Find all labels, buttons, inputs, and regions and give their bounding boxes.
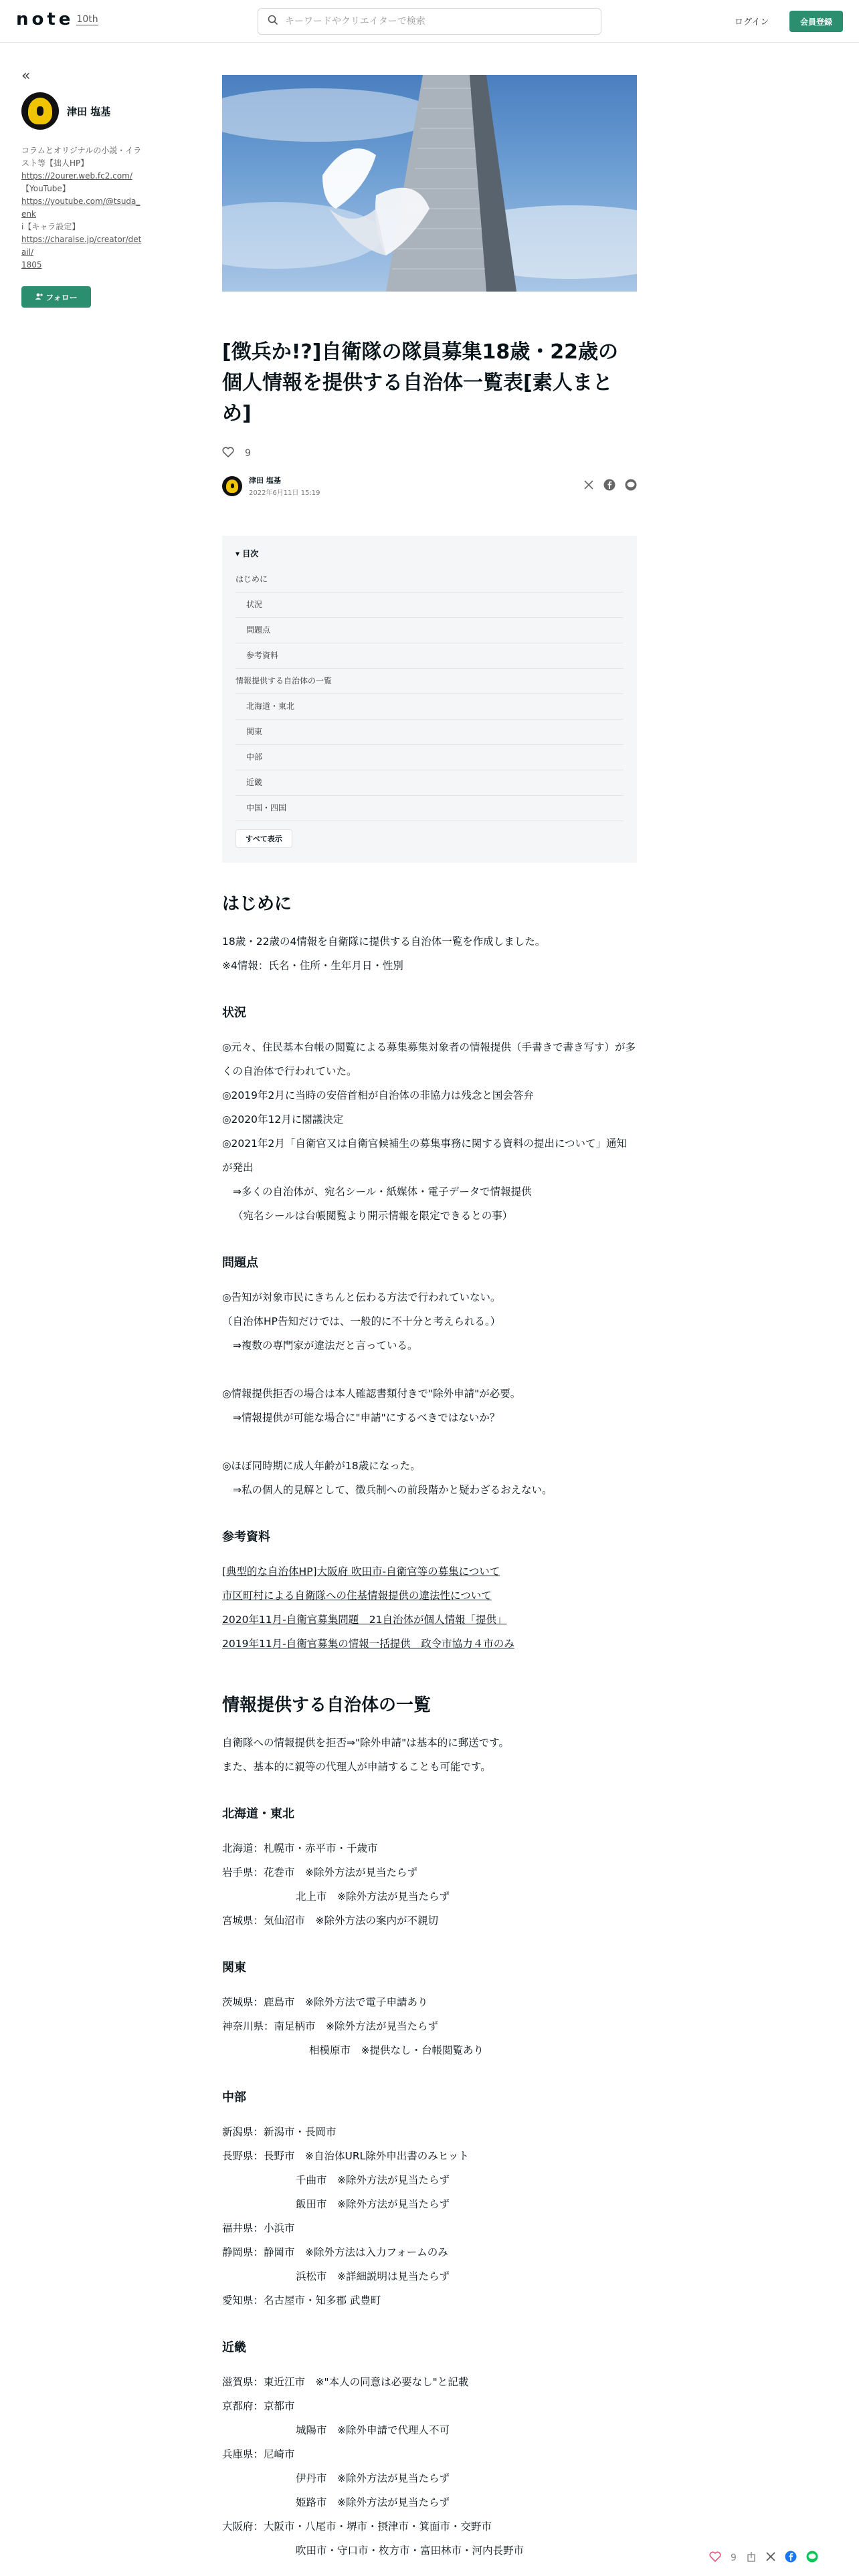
- paragraph: 滋賀県：東近江市 ※"本人の同意は必要なし"と記載: [222, 2376, 469, 2388]
- article-body: [222, 892, 637, 2563]
- facebook-share-icon[interactable]: [603, 479, 615, 494]
- reference-link[interactable]: 2019年11月-自衛官募集の情報一括提供 政令市協力４市のみ: [222, 1638, 514, 1650]
- paragraph: 大阪府：大阪市・八尾市・堺市・摂津市・箕面市・交野市: [222, 2520, 492, 2533]
- collapse-sidebar-icon[interactable]: «: [21, 68, 31, 84]
- paragraph: 京都府：京都市: [222, 2400, 295, 2412]
- subsection-heading: 北海道・東北: [222, 1807, 294, 1821]
- paragraph: ⇒情報提供が可能な場合に"申請"にするべきではないか？: [233, 1412, 500, 1424]
- sidebar-author-name[interactable]: 津田 塩基: [67, 105, 111, 118]
- author-bio: [21, 144, 142, 272]
- paragraph: 福井県：小浜市: [222, 2222, 295, 2234]
- reference-item: [222, 1584, 637, 1608]
- paragraph: ※4情報：氏名・住所・生年月日・性別: [222, 960, 403, 972]
- login-link[interactable]: ログイン: [735, 17, 769, 27]
- share-icons: [583, 479, 637, 494]
- subsection-heading: 中部: [222, 2090, 246, 2105]
- paragraph: ◎2021年2月「自衛官又は自衛官候補生の募集事務に関する資料の提出について」通知が発出: [222, 1138, 628, 1174]
- like-count[interactable]: 9: [245, 448, 251, 459]
- user-plus-icon: [35, 292, 43, 302]
- article-meta: [222, 475, 637, 497]
- paragraph: 新潟県：新潟市・長岡市: [222, 2126, 337, 2138]
- note-logo[interactable]: [16, 9, 98, 29]
- paragraph: 北海道：札幌市・赤平市・千歳市: [222, 1842, 378, 1854]
- search-icon: [268, 15, 278, 28]
- x-share-icon[interactable]: [583, 479, 594, 493]
- paragraph: ◎告知が対象市民にきちんと伝わる方法で行われていない。: [222, 1291, 501, 1303]
- paragraph: （宛名シールは台帳閲覧より開示情報を限定できるとの事）: [233, 1210, 513, 1222]
- logo-word: note: [16, 9, 74, 29]
- subsection-heading: 状況: [222, 1006, 246, 1020]
- paragraph: 岩手県：花巻市 ※除外方法が見当たらず: [222, 1866, 417, 1879]
- reference-item: [222, 1608, 637, 1632]
- like-row: [222, 447, 637, 460]
- bio-line: i【キャラ設定】: [21, 222, 80, 231]
- article-title: [徴兵か!?]自衛隊の隊員募集18歳・22歳の個人情報を提供する自治体一覧表[素人まとめ]: [222, 340, 619, 425]
- paragraph: ⇒複数の専門家が違法だと言っている。: [233, 1339, 418, 1352]
- paragraph: 城陽市 ※除外申請で代理人不可: [296, 2424, 450, 2436]
- subsection-heading: 近畿: [222, 2341, 246, 2355]
- floating-action-bar: [709, 2551, 818, 2565]
- paragraph: 茨城県：鹿島市 ※除外方法で電子申請あり: [222, 1996, 428, 2008]
- reference-link[interactable]: 2020年11月-自衛官募集問題 21自治体が個人情報「提供」: [222, 1614, 507, 1626]
- paragraph: ◎情報提供拒否の場合は本人確認書類付きで"除外申請"が必要。: [222, 1388, 521, 1400]
- bio-link[interactable]: https://2ourer.web.fc2.com/: [21, 171, 132, 181]
- paragraph: 千曲市 ※除外方法が見当たらず: [296, 2174, 450, 2186]
- x-icon[interactable]: [766, 2552, 775, 2564]
- reference-link[interactable]: 市区町村による自衛隊への住基情報提供の違法性について: [222, 1590, 492, 1602]
- bio-line: 【YouTube】: [21, 184, 70, 193]
- top-navbar: [0, 0, 859, 43]
- toc-item[interactable]: 問題点: [235, 618, 624, 643]
- paragraph: （自治体HP告知だけでは、一般的に不十分と考えられる。）: [222, 1315, 501, 1327]
- meta-author-name[interactable]: 津田 塩基: [249, 476, 281, 485]
- paragraph: 18歳・22歳の4情報を自衛隊に提供する自治体一覧を作成しました。: [222, 936, 546, 948]
- toc-item[interactable]: 関東: [235, 720, 624, 745]
- bio-link[interactable]: 1805: [21, 260, 42, 270]
- toc-item[interactable]: 中国・四国: [235, 796, 624, 821]
- article-main: [222, 75, 637, 2563]
- toc-item[interactable]: 参考資料: [235, 643, 624, 669]
- bio-line: コラムとオリジナルの小説・イラスト等【拙人HP】: [21, 146, 142, 168]
- heart-icon[interactable]: [222, 447, 234, 460]
- floating-like-count[interactable]: 9: [731, 2553, 737, 2563]
- follow-button[interactable]: [21, 286, 91, 308]
- bio-link[interactable]: https://charalse.jp/creator/detail/: [21, 235, 142, 257]
- paragraph: ◎2019年2月に当時の安倍首相が自治体の非協力は残念と国会答弁: [222, 1089, 534, 1101]
- subsection-heading: 問題点: [222, 1256, 258, 1270]
- paragraph: 神奈川県：南足柄市 ※除外方法が見当たらず: [222, 2020, 438, 2032]
- paragraph: 吹田市・守口市・枚方市・富田林市・河内長野市: [296, 2545, 524, 2557]
- paragraph: 伊丹市 ※除外方法が見当たらず: [296, 2472, 450, 2484]
- meta-author[interactable]: [222, 475, 320, 497]
- paragraph: 姫路市 ※除外方法が見当たらず: [296, 2496, 450, 2508]
- follow-label: フォロー: [45, 292, 78, 302]
- author-sidebar: [21, 70, 142, 308]
- reference-link[interactable]: [典型的な自治体HP]大阪府 吹田市-自衛官等の募集について: [222, 1566, 500, 1578]
- paragraph: また、基本的に親等の代理人が申請することも可能です。: [222, 1761, 491, 1773]
- paragraph: 浜松市 ※詳細説明は見当たらず: [296, 2270, 450, 2282]
- publish-date: 2022年6月11日 15:19: [249, 490, 320, 497]
- paragraph: ◎元々、住民基本台帳の閲覧による募集募集対象者の情報提供（手書きで書き写す）が多くの自治体で行われていた。: [222, 1041, 636, 1077]
- reference-item: [222, 1560, 637, 1584]
- toc-item[interactable]: 近畿: [235, 770, 624, 796]
- paragraph: ◎2020年12月に閣議決定: [222, 1113, 344, 1125]
- toc-item[interactable]: 情報提供する自治体の一覧: [235, 669, 624, 694]
- subsection-heading: 関東: [222, 1961, 246, 1975]
- toc-item[interactable]: はじめに: [235, 567, 624, 593]
- reference-item: [222, 1632, 637, 1656]
- paragraph: 自衛隊への情報提供を拒否⇒"除外申請"は基本的に郵送です。: [222, 1737, 510, 1749]
- meta-avatar[interactable]: [222, 476, 242, 496]
- toc-item[interactable]: 北海道・東北: [235, 694, 624, 720]
- logo-10th-badge: 10th: [76, 14, 98, 25]
- paragraph: ◎ほぼ同時期に成人年齢が18歳になった。: [222, 1460, 421, 1472]
- paragraph: 飯田市 ※除外方法が見当たらず: [296, 2198, 450, 2210]
- paragraph: ⇒多くの自治体が、宛名シール・紙媒体・電子データで情報提供: [233, 1186, 532, 1198]
- floating-heart-icon[interactable]: [709, 2551, 721, 2565]
- avatar[interactable]: [21, 92, 59, 130]
- paragraph: 兵庫県：尼崎市: [222, 2448, 295, 2460]
- toc-title: 目次: [242, 549, 259, 558]
- paragraph: ⇒私の個人的見解として、徴兵制への前段階かと疑わざるおえない。: [233, 1484, 553, 1496]
- sidebar-author[interactable]: [21, 92, 142, 130]
- section-heading: 情報提供する自治体の一覧: [222, 1695, 432, 1715]
- subsection-heading: 参考資料: [222, 1530, 270, 1544]
- share-icon[interactable]: [746, 2551, 757, 2565]
- paragraph: 愛知県：名古屋市・知多郡 武豊町: [222, 2294, 381, 2306]
- signup-button[interactable]: 会員登録: [789, 11, 843, 32]
- table-of-contents: [222, 536, 637, 863]
- paragraph: 宮城県：気仙沼市 ※除外方法の案内が不親切: [222, 1915, 438, 1927]
- search-input[interactable]: [285, 16, 601, 27]
- paragraph: 静岡県：静岡市 ※除外方法は入力フォームのみ: [222, 2246, 448, 2258]
- section-heading: はじめに: [222, 894, 292, 914]
- line-icon[interactable]: [806, 2551, 818, 2565]
- toc-show-all-button[interactable]: すべて表示: [235, 829, 292, 848]
- facebook-icon[interactable]: [785, 2551, 797, 2565]
- hero-image: [222, 75, 637, 292]
- toc-item[interactable]: 状況: [235, 593, 624, 618]
- bio-link[interactable]: https://youtube.com/@tsuda_enk: [21, 197, 140, 219]
- paragraph: 北上市 ※除外方法が見当たらず: [296, 1891, 450, 1903]
- search-box[interactable]: [258, 8, 601, 35]
- paragraph: 相模原市 ※提供なし・台帳閲覧あり: [309, 2044, 484, 2056]
- toc-item[interactable]: 中部: [235, 745, 624, 770]
- paragraph: 長野県：長野市 ※自治体URL除外申出書のみヒット: [222, 2150, 469, 2162]
- toc-header[interactable]: ▾ 目次: [235, 549, 259, 558]
- line-share-icon[interactable]: [625, 479, 637, 494]
